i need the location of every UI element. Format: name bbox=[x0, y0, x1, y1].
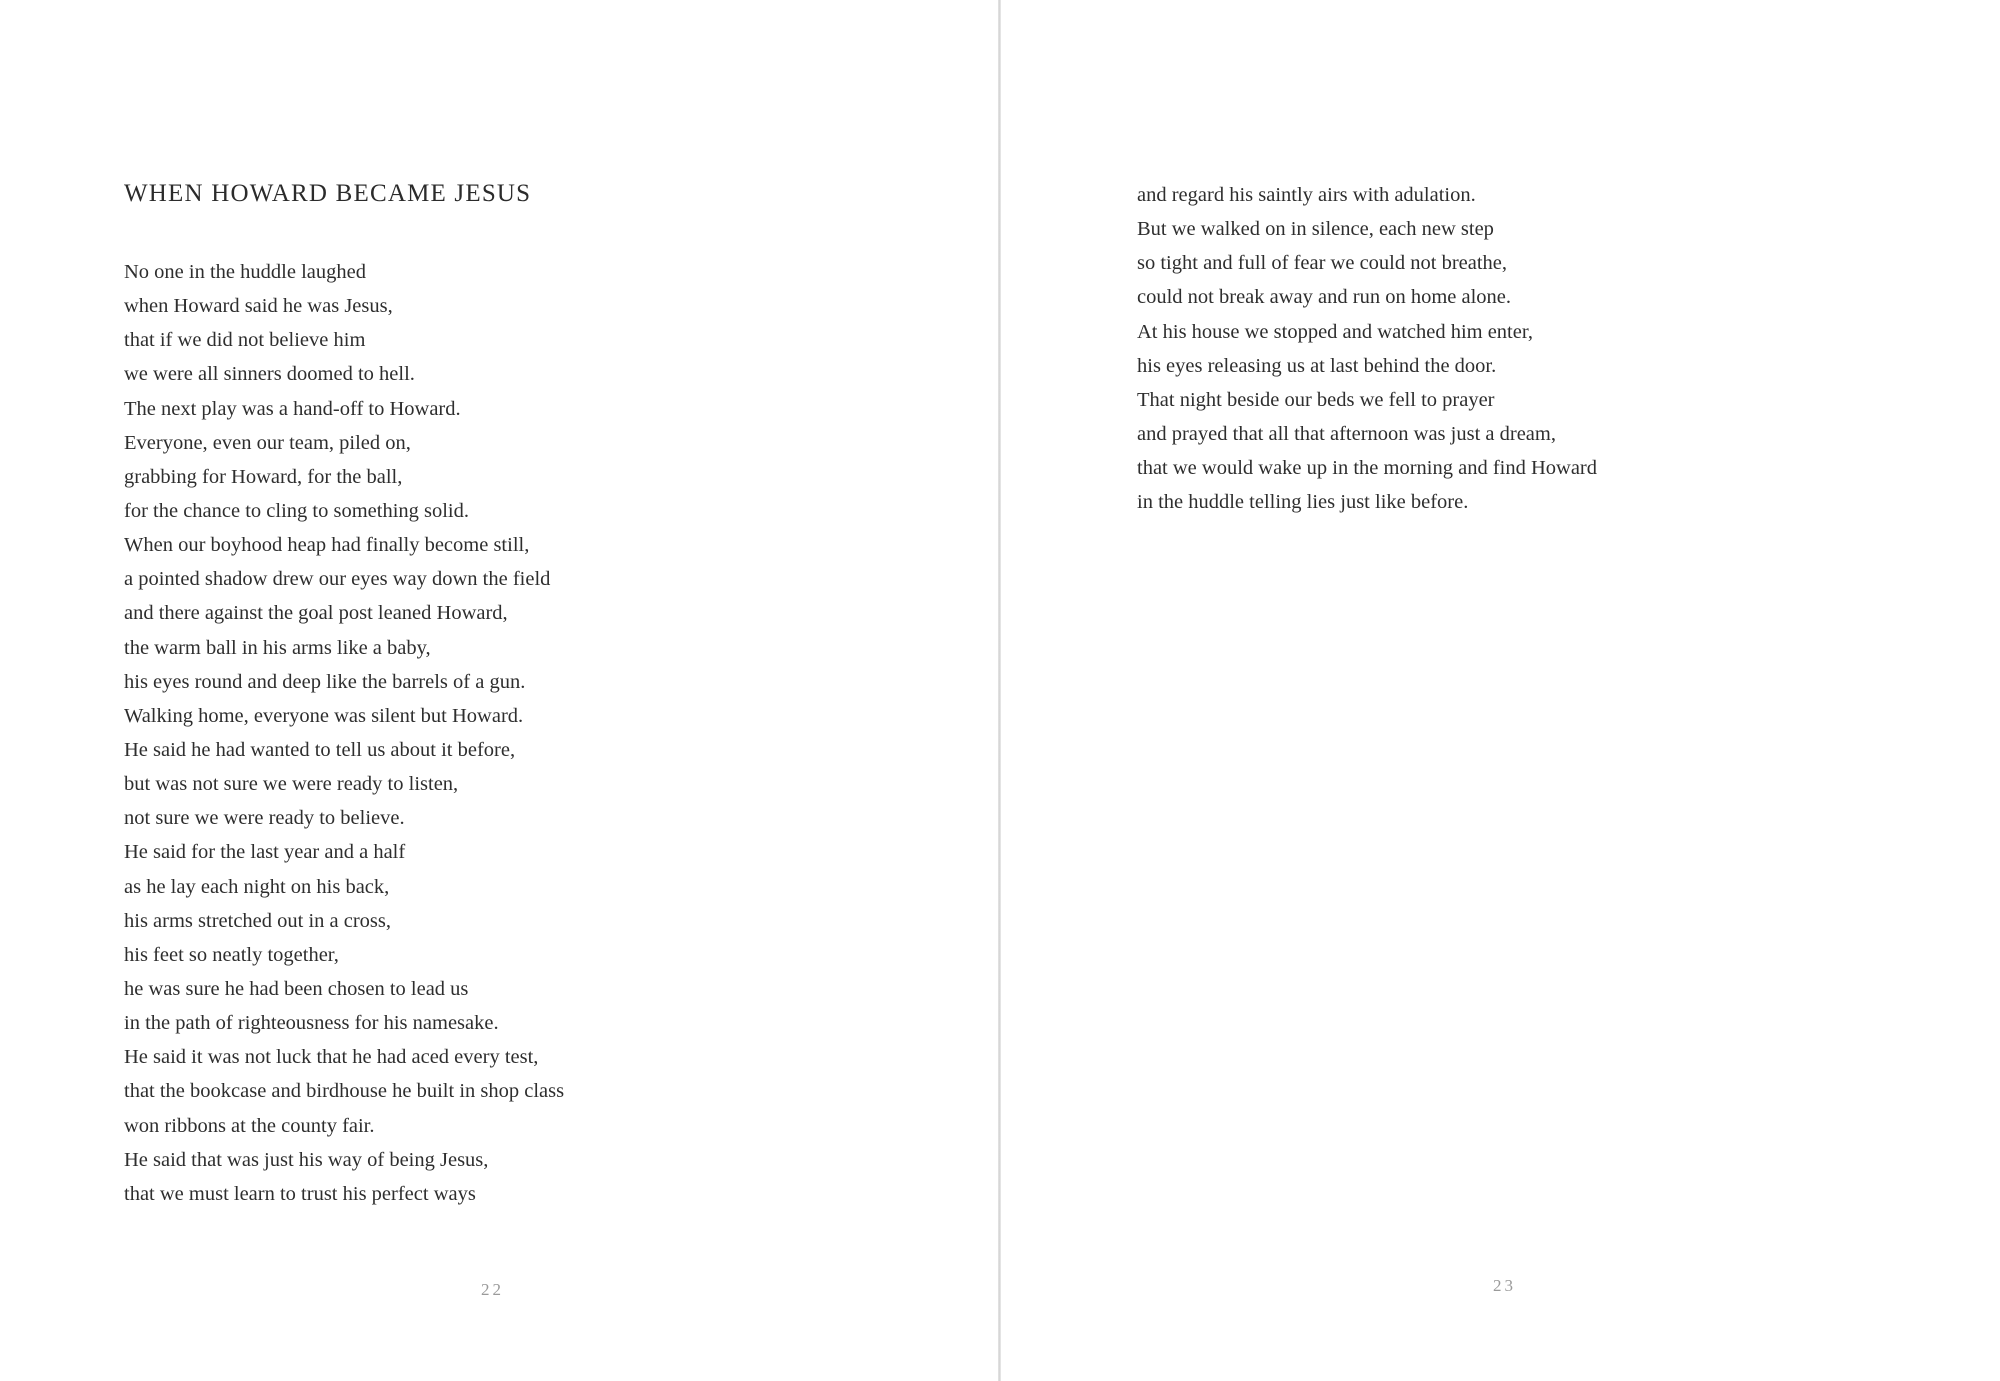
poem-line: he was sure he had been chosen to lead us bbox=[124, 977, 469, 1000]
poem-line: so tight and full of fear we could not breathe, bbox=[1137, 252, 1508, 275]
poem-line: a pointed shadow drew our eyes way down the field bbox=[124, 568, 551, 591]
poem-line: not sure we were ready to believe. bbox=[124, 807, 405, 830]
poem-line: but was not sure we were ready to listen, bbox=[124, 773, 459, 796]
poem-line: When our boyhood heap had finally become still, bbox=[124, 534, 530, 557]
poem-line: and there against the goal post leaned Howard, bbox=[124, 602, 508, 625]
left-page bbox=[0, 0, 998, 1381]
poem-line: in the path of righteousness for his namesake. bbox=[124, 1012, 499, 1035]
right-poem-lines bbox=[1137, 178, 1597, 519]
poem-line: But we walked on in silence, each new step bbox=[1137, 218, 1494, 241]
right-page bbox=[1001, 0, 2000, 1381]
poem-line: He said it was not luck that he had aced every test, bbox=[124, 1046, 539, 1069]
poem-line: that the bookcase and birdhouse he built in shop class bbox=[124, 1080, 565, 1103]
poem-line: At his house we stopped and watched him enter, bbox=[1137, 320, 1533, 343]
poem-title: WHEN HOWARD BECAME JESUS bbox=[124, 180, 532, 207]
poem-line: his eyes releasing us at last behind the door. bbox=[1137, 354, 1497, 377]
poem-line: for the chance to cling to something solid. bbox=[124, 499, 470, 522]
poem-line: when Howard said he was Jesus, bbox=[124, 295, 393, 318]
page-number-left: 22 bbox=[481, 1280, 504, 1299]
poem-line: could not break away and run on home alone. bbox=[1137, 286, 1512, 309]
poem-line: that we would wake up in the morning and find Howard bbox=[1137, 457, 1598, 480]
poem-line: grabbing for Howard, for the ball, bbox=[124, 465, 403, 488]
poem-line: Walking home, everyone was silent but Howard. bbox=[124, 704, 524, 727]
poem-line: that we must learn to trust his perfect ways bbox=[124, 1182, 476, 1205]
poem-line: Everyone, even our team, piled on, bbox=[124, 431, 411, 454]
poem-line: He said for the last year and a half bbox=[124, 841, 406, 864]
poem-line: the warm ball in his arms like a baby, bbox=[124, 636, 431, 659]
poem-line: He said he had wanted to tell us about it before, bbox=[124, 738, 516, 761]
poem-line: That night beside our beds we fell to prayer bbox=[1137, 388, 1495, 411]
poem-line: that if we did not believe him bbox=[124, 329, 366, 352]
poem-line: as he lay each night on his back, bbox=[124, 875, 390, 898]
poem-line: He said that was just his way of being Jesus, bbox=[124, 1148, 489, 1171]
poem-line: his feet so neatly together, bbox=[124, 943, 339, 966]
page-number-right: 23 bbox=[1493, 1276, 1516, 1295]
poem-line: his arms stretched out in a cross, bbox=[124, 909, 392, 932]
poem-line: The next play was a hand-off to Howard. bbox=[124, 397, 461, 420]
poem-line: in the huddle telling lies just like before. bbox=[1137, 491, 1469, 514]
left-poem-lines bbox=[124, 255, 564, 1211]
poem-line: won ribbons at the county fair. bbox=[124, 1114, 375, 1137]
poem-line: and regard his saintly airs with adulation. bbox=[1137, 184, 1476, 206]
poem-line: No one in the huddle laughed bbox=[124, 261, 366, 283]
poem-line: his eyes round and deep like the barrels of a gun. bbox=[124, 670, 526, 693]
poem-line: we were all sinners doomed to hell. bbox=[124, 363, 415, 386]
poem-line: and prayed that all that afternoon was just a dream, bbox=[1137, 422, 1556, 445]
